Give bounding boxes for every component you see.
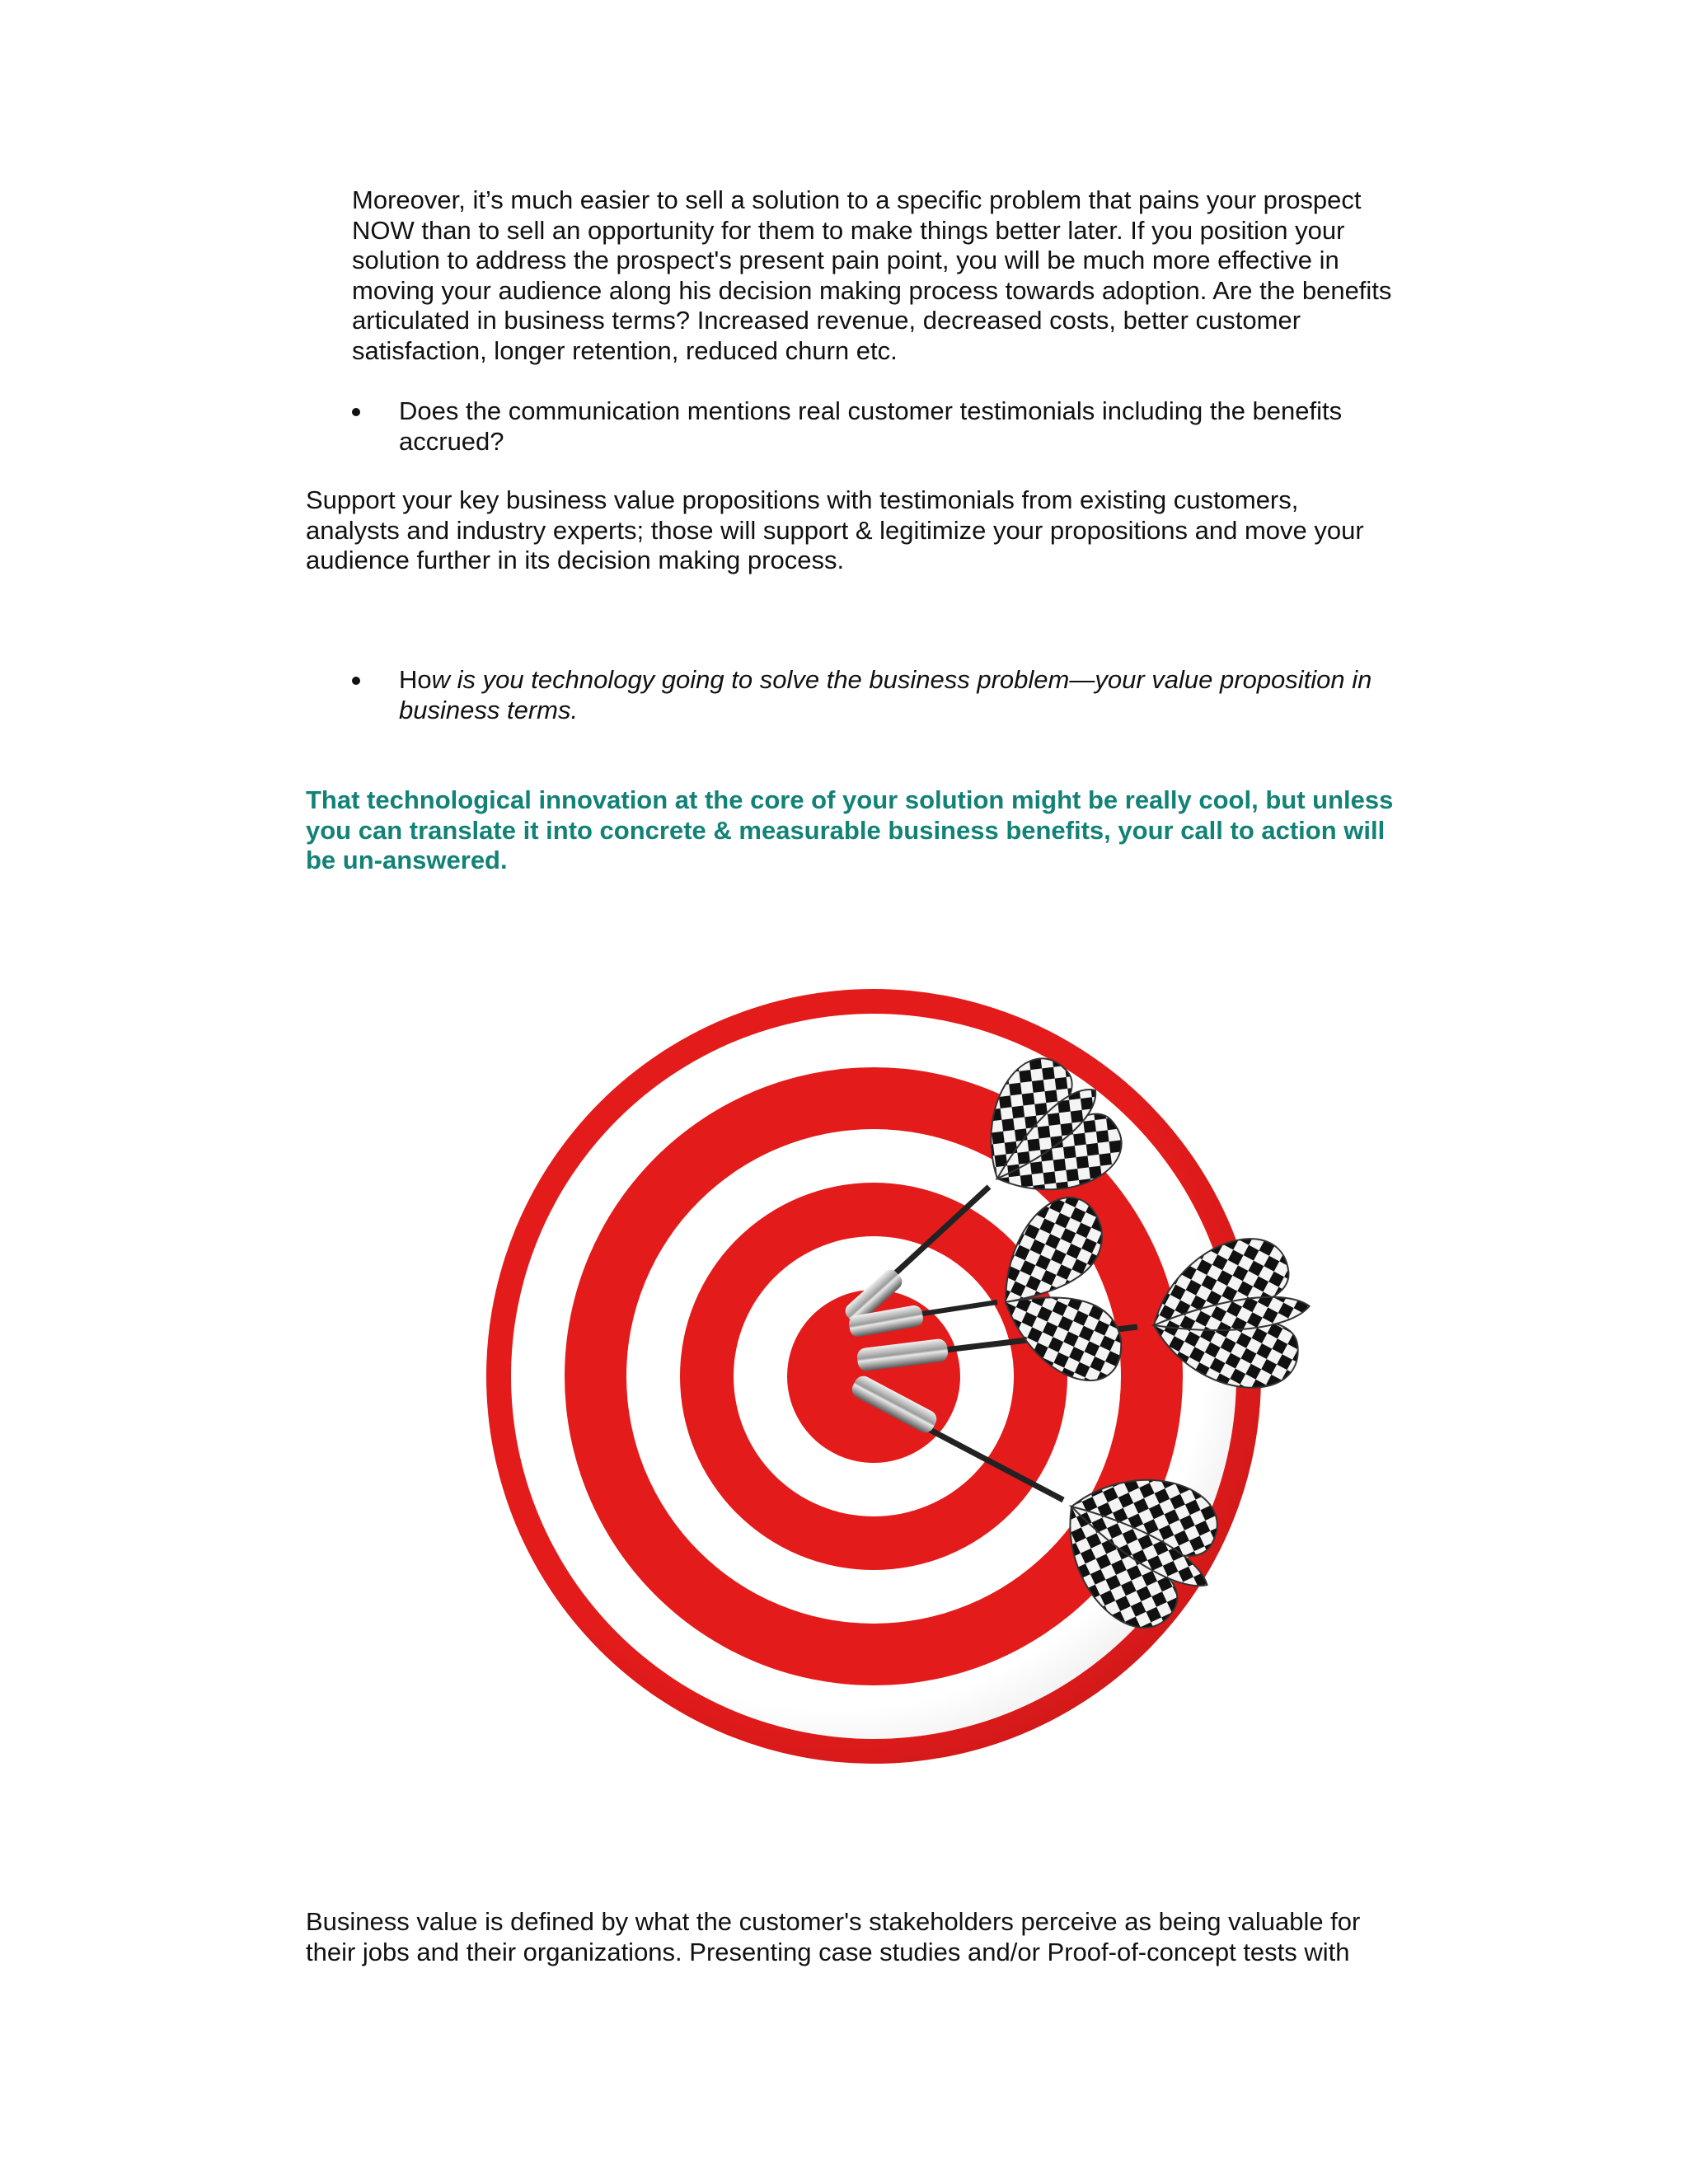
bullet-dot [352, 396, 385, 427]
bullet-text-start: Ho [399, 665, 432, 694]
bullet-text-italic: w is you technology going to solve the business problem—your value proposition in business terms. [399, 665, 1372, 724]
target-darts-illustration [363, 956, 1368, 1797]
target-board [486, 989, 1261, 1764]
bullet-dot [352, 665, 385, 696]
target-darts-image [363, 956, 1368, 1797]
bullet-text [399, 665, 1404, 725]
closing-paragraph: Business value is defined by what the customer's stakeholders perceive as being valuable for their jobs and their organizations. Presenting case studies and/or Proof-of-concept tests with [306, 1907, 1361, 1966]
bullet-text: Does the communication mentions real customer testimonials including the benefits accrued? [399, 396, 1343, 456]
highlight-paragraph: That technological innovation at the core of your solution might be really cool, but unless you can translate it into concrete & measurable business benefits, your call to action will be un-answered. [306, 785, 1394, 874]
intro-paragraph: Moreover, it’s much easier to sell a solution to a specific problem that pains your prospect NOW than to sell an opportunity for them to make things better later. If you position your solution to address the prospect's present pain point, you will be much more effective in moving your audience along his decision making process towards adoption. Are the benefits articulated in business terms? Increased revenue, decreased costs, better customer satisfaction, longer retention, reduced churn etc. [352, 185, 1392, 365]
support-paragraph: Support your key business value propositions with testimonials from existing customers, analysts and industry experts; those will support & legitimize your propositions and move your audience further in its decision making process. [306, 485, 1364, 574]
